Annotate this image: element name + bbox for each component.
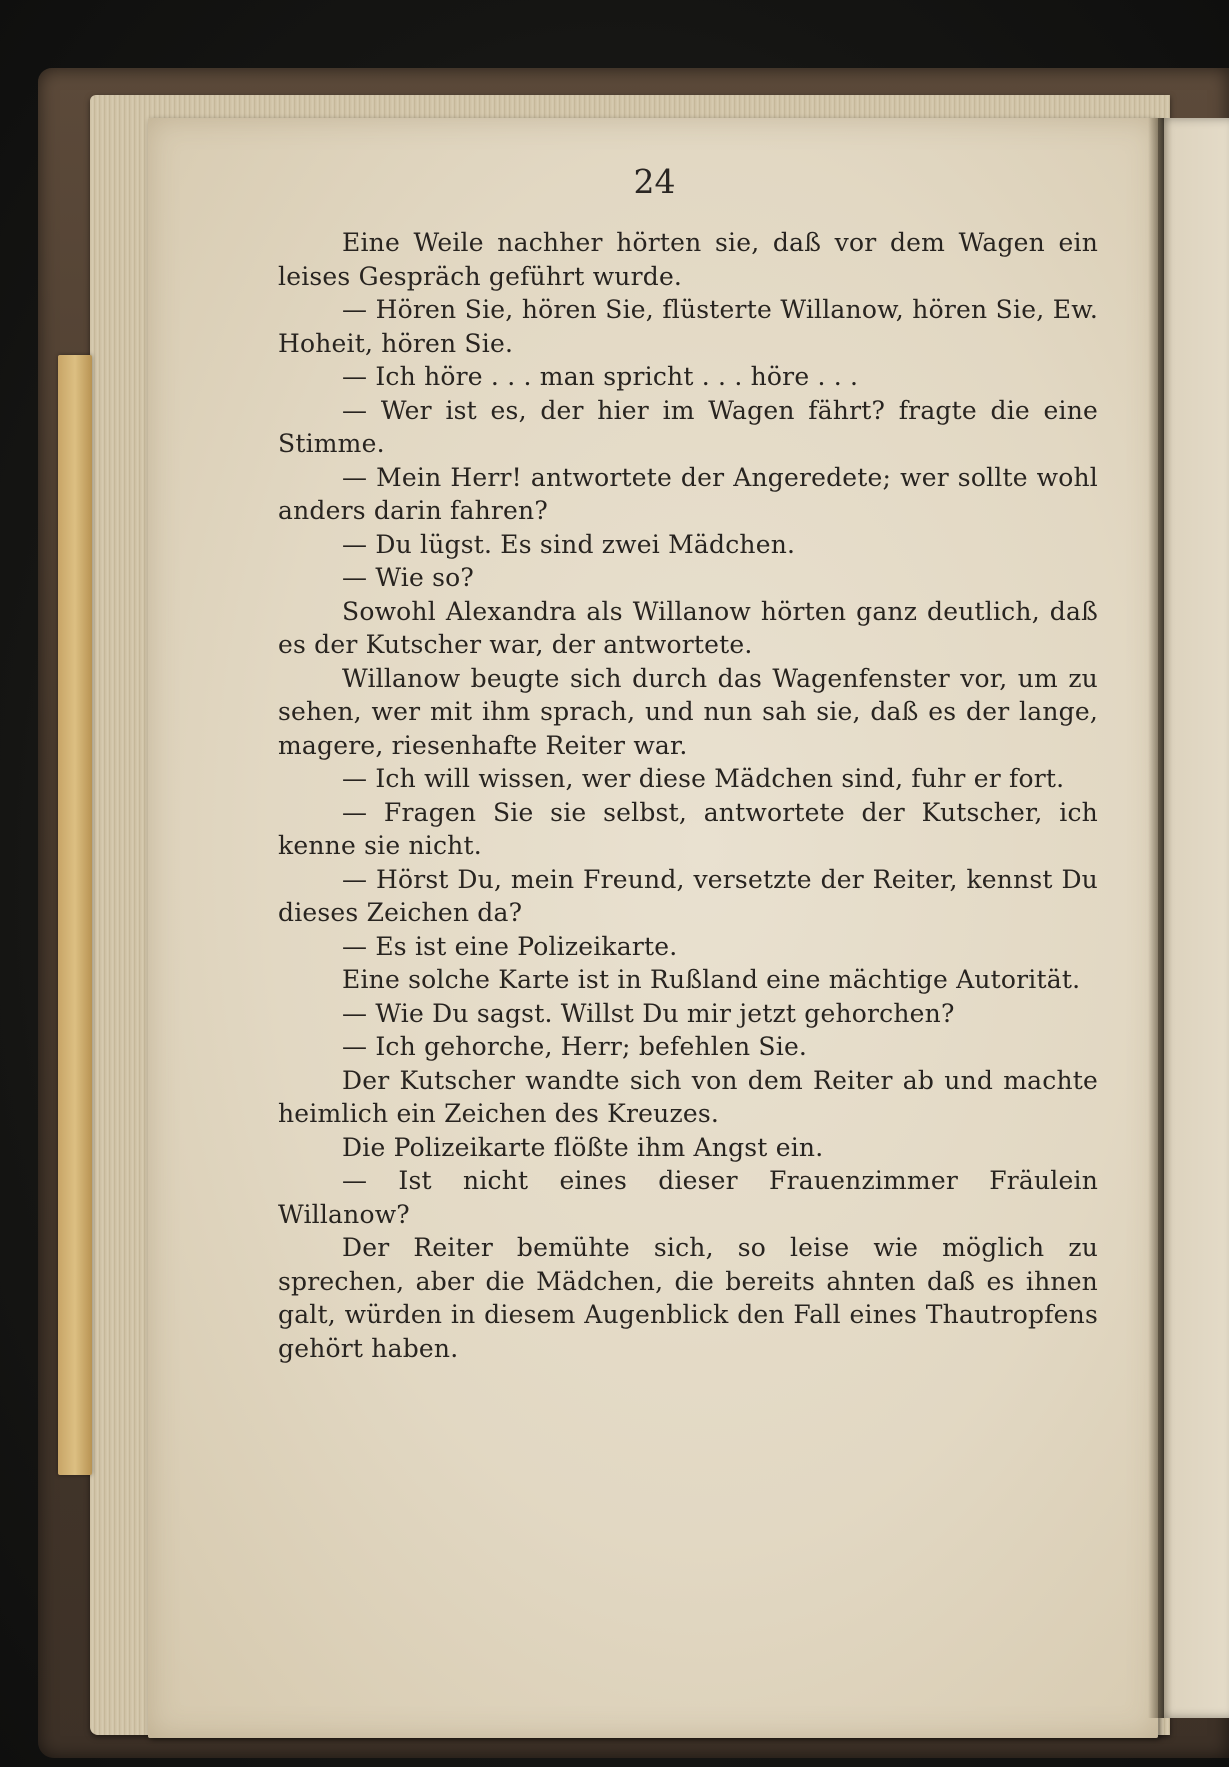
paragraph: Willanow beugte sich durch das Wagenfenster vor, um zu sehen, wer mit ihm sprach, und nun sah sie, daß es der lange, magere, riesenhafte Reiter war. [278,663,1098,760]
paragraph: — Ich will wissen, wer diese Mädchen sind, fuhr er fort. [342,764,1065,793]
paragraph: — Mein Herr! antwortete der Angeredete; wer sollte wohl anders darin fahren? [278,462,1098,525]
page-number: 24 [633,162,676,201]
paragraph: Der Kutscher wandte sich von dem Reiter ab und machte heimlich ein Zeichen des Kreuzes. [278,1065,1098,1128]
bookmark-strip [58,355,92,1475]
paragraph: Eine Weile nachher hörten sie, daß vor dem Wagen ein leises Gespräch geführt wurde. [278,228,1098,291]
paragraph: — Ich höre . . . man spricht . . . höre . . . [342,362,859,391]
paragraph: — Wie so? [342,563,475,592]
paragraph: — Es ist eine Polizeikarte. [342,931,678,961]
paragraph: — Wer ist es, der hier im Wagen fährt? fragte die eine Stimme. [278,395,1098,458]
paragraph: — Ist nicht eines dieser Frauenzimmer Fräulein Willanow? [278,1166,1098,1229]
paragraph: Eine solche Karte ist in Rußland eine mächtige Autorität. [342,965,1081,994]
paragraph: Der Reiter bemühte sich, so leise wie möglich zu sprechen, aber die Mädchen, die bereits ahnten daß es ihnen galt, würden in diesem Augenblick den Fall eines Thautropfens gehört haben. [278,1233,1098,1363]
paragraph: — Hören Sie, hören Sie, flüsterte Willanow, hören Sie, Ew. Hoheit, hören Sie. [278,295,1098,358]
facing-page [1158,118,1229,1718]
paragraph: — Wie Du sagst. Willst Du mir jetzt gehorchen? [342,998,955,1028]
gutter-shadow [1148,118,1164,1718]
paragraph: Sowohl Alexandra als Willanow hörten ganz deutlich, daß es der Kutscher war, der antwortete. [278,596,1098,659]
paragraph: — Hörst Du, mein Freund, versetzte der Reiter, kennst Du dieses Zeichen da? [278,864,1098,927]
paragraph: — Fragen Sie sie selbst, antwortete der Kutscher, ich kenne sie nicht. [278,797,1098,860]
paragraph: Die Polizeikarte flößte ihm Angst ein. [342,1132,824,1162]
paragraph: — Du lügst. Es sind zwei Mädchen. [342,529,796,559]
page-text [278,226,1098,1365]
paragraph: — Ich gehorche, Herr; befehlen Sie. [342,1032,808,1061]
